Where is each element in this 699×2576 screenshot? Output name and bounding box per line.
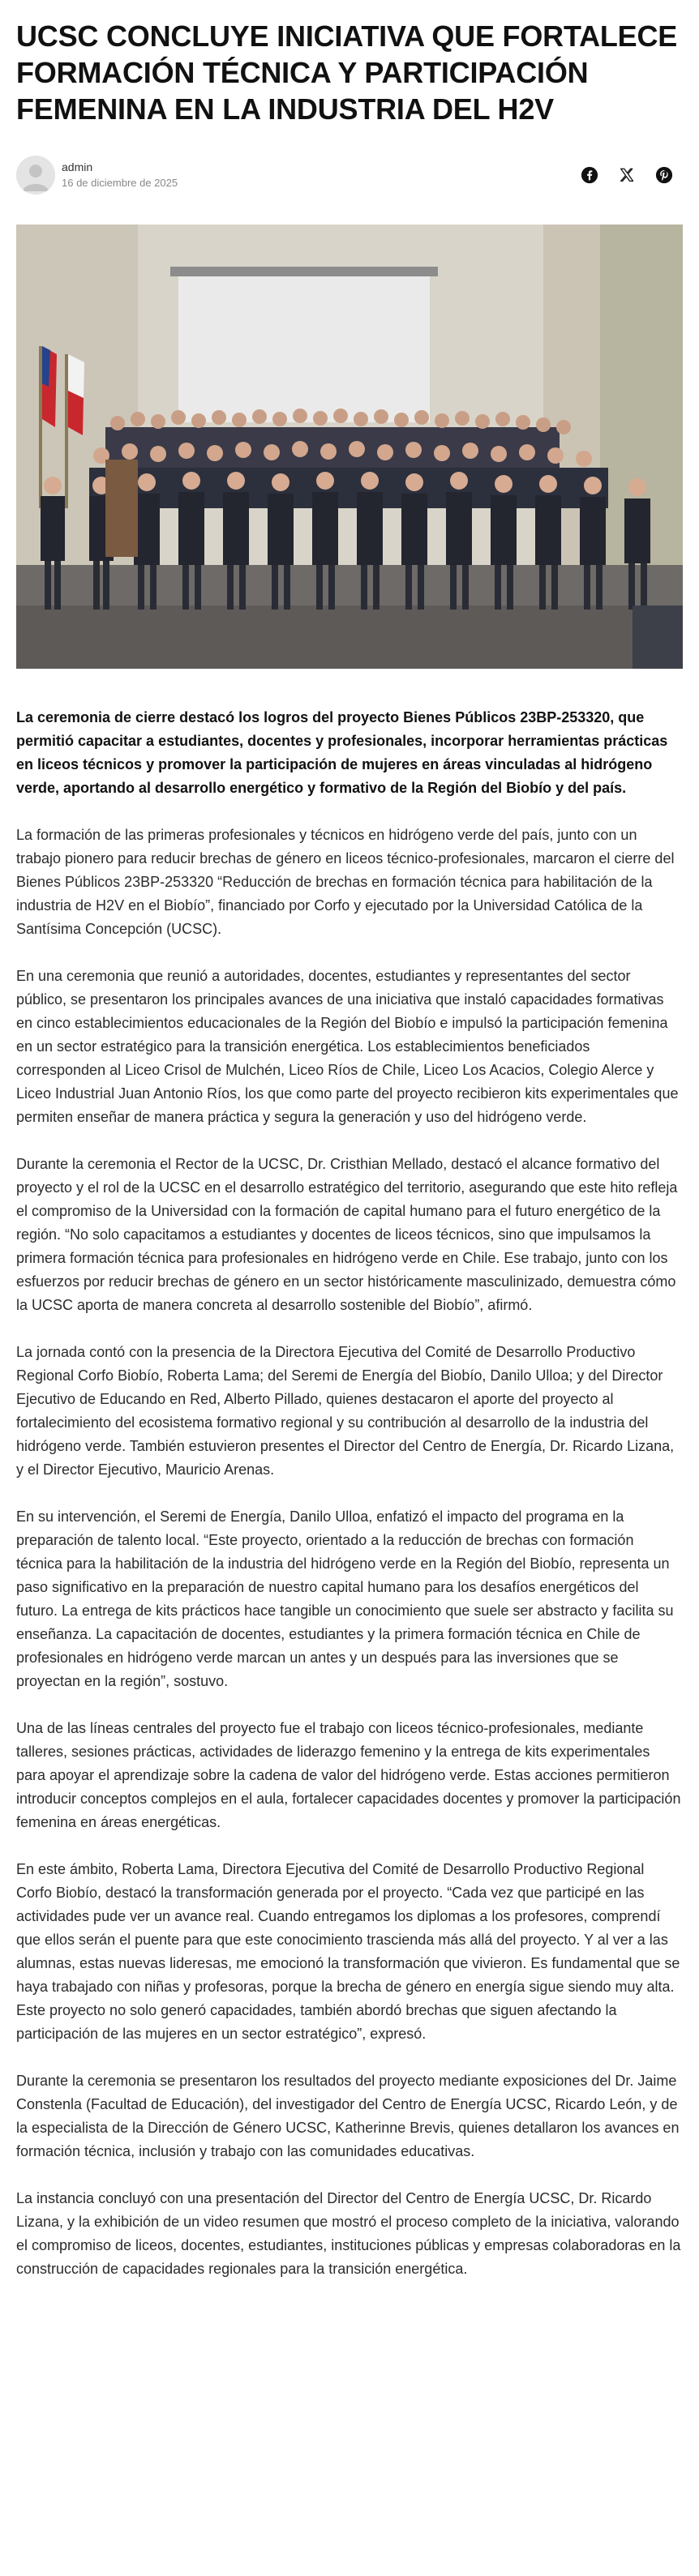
article-meta [16, 155, 683, 195]
body-paragraph: La formación de las primeras profesionales y técnicos en hidrógeno verde del país, junto con un trabajo pionero para reducir brechas de género en liceos técnico-profesionales, marcaron el cierre del Bienes Públicos 23BP-253320 “Reducción de brechas en formación técnica para habilitación de la industria de H2V en el Biobío”, financiado por Corfo y ejecutado por la Universidad Católica de la Santísima Concepción (UCSC). [16, 827, 675, 937]
share-buttons [581, 166, 673, 184]
avatar[interactable] [16, 156, 55, 195]
article-title: UCSC CONCLUYE INICIATIVA QUE FORTALECE FORMACIÓN TÉCNICA Y PARTICIPACIÓN FEMENINA EN LA INDUSTRIA DEL H2V [16, 19, 678, 126]
body-paragraph: Durante la ceremonia el Rector de la UCSC, Dr. Cristhian Mellado, destacó el alcance formativo del proyecto y el rol de la UCSC en el desarrollo estratégico del territorio, asegurando que este hito refleja el compromiso de la Universidad con la formación de capital humano para el futuro energético de la región. “No solo capacitamos a estudiantes y docentes de liceos técnicos, sino que impulsamos la primera formación técnica para profesionales en hidrógeno verde en Chile. Ese trabajo, junto con los esfuerzos por reducir brechas de género en un sector históricamente masculinizado, demuestra cómo la UCSC aporta de manera concreta al desarrollo sostenible del Biobío”, afirmó. [16, 1156, 678, 1313]
post-date: 16 de diciembre de 2025 [62, 177, 178, 189]
pinterest-icon[interactable] [655, 166, 673, 184]
group-photo [16, 225, 683, 669]
article-body [16, 824, 683, 2281]
body-paragraph: En su intervención, el Seremi de Energía, Danilo Ulloa, enfatizó el impacto del programa en la preparación de talento local. “Este proyecto, orientado a la reducción de brechas con formación técnica para la habilitación de la industria del hidrógeno verde en la Región del Biobío, representa un paso significativo en la preparación de nuestro capital humano para los desafíos energéticos del futuro. La entrega de kits prácticos hace tangible un conocimiento que suele ser abstracto y facilita su enseñanza. La capacitación de docentes, estudiantes y la primera formación técnica en Chile de profesionales en hidrógeno verde marcan un antes y un después para las inversiones que se proyectan en la región”, sostuvo. [16, 1508, 674, 1689]
author-block [16, 156, 178, 195]
body-paragraph: La instancia concluyó con una presentación del Director del Centro de Energía UCSC, Dr. Ricardo Lizana, y la exhibición de un video resumen que mostró el proceso completo de la iniciativa, valorando el compromiso de liceos, docentes, estudiantes, instituciones públicas y empresas colaboradoras en la construcción de capacidades regionales para la transición energética. [16, 2190, 681, 2277]
body-paragraph: Una de las líneas centrales del proyecto fue el trabajo con liceos técnico-profesionales, mediante talleres, sesiones prácticas, actividades de liderazgo femenino y la entrega de kits experimentales para apoyar el aprendizaje sobre la cadena de valor del hidrógeno verde. Estas acciones permitieron introducir conceptos complejos en el aula, fortalecer capacidades docentes y promover la participación femenina en áreas energéticas. [16, 1720, 681, 1830]
author-name[interactable]: admin [62, 160, 93, 173]
hero-image [16, 225, 683, 669]
author-text [62, 159, 178, 191]
user-icon [16, 156, 55, 195]
article-lead: La ceremonia de cierre destacó los logros del proyecto Bienes Públicos 23BP-253320, que permitió capacitar a estudiantes, docentes y profesionales, incorporar herramientas prácticas en liceos técnicos y promover la participación de mujeres en áreas vinculadas al hidrógeno verde, aportando al desarrollo energético y formativo de la Región del Biobío y del país. [16, 709, 668, 796]
body-paragraph: En una ceremonia que reunió a autoridades, docentes, estudiantes y representantes del sector público, se presentaron los principales avances de una iniciativa que instaló capacidades formativas en cinco establecimientos educacionales de la Región del Biobío e impulsó la participación femenina en un sector estratégico para la transición energética. Los establecimientos beneficiados corresponden al Liceo Crisol de Mulchén, Liceo Ríos de Chile, Liceo Los Acacios, Colegio Alerce y Liceo Industrial Juan Antonio Ríos, los que como parte del proyecto recibieron kits experimentales que permiten enseñar de manera práctica y segura la generación y uso del hidrógeno verde. [16, 968, 679, 1125]
body-paragraph: Durante la ceremonia se presentaron los resultados del proyecto mediante exposiciones del Dr. Jaime Constenla (Facultad de Educación), del investigador del Centro de Energía UCSC, Ricardo León, y de la especialista de la Dirección de Género UCSC, Katherinne Brevis, quienes detallaron los avances en formación técnica, inclusión y trabajo con las comunidades educativas. [16, 2073, 680, 2159]
facebook-icon[interactable] [581, 166, 598, 184]
x-icon[interactable] [618, 166, 636, 184]
body-paragraph: En este ámbito, Roberta Lama, Directora Ejecutiva del Comité de Desarrollo Productivo Regional Corfo Biobío, destacó la transformación generada por el proyecto. “Cada vez que participé en las actividades pude ver un avance real. Cuando entregamos los diplomas a los profesores, comprendí que ellos serán el puente para que este conocimiento trascienda más allá del proyecto. Y al ver a las alumnas, estas nuevas lideresas, me emocionó la transformación que vivieron. Es fundamental que se haya trabajado con niñas y profesoras, porque la brecha de género en energía sigue siendo muy alta. Este proyecto no solo generó capacidades, también abordó brechas que siguen afectando la participación de las mujeres en un sector estratégico”, expresó. [16, 1861, 680, 2042]
body-paragraph: La jornada contó con la presencia de la Directora Ejecutiva del Comité de Desarrollo Productivo Regional Corfo Biobío, Roberta Lama; del Seremi de Energía del Biobío, Danilo Ulloa; y del Director Ejecutivo de Educando en Red, Alberto Pillado, quienes destacaron el aporte del proyecto al fortalecimiento del ecosistema formativo regional y su contribución al desarrollo de la industria del hidrógeno verde. También estuvieron presentes el Director del Centro de Energía, Dr. Ricardo Lizana, y el Director Ejecutivo, Mauricio Arenas. [16, 1344, 675, 1478]
